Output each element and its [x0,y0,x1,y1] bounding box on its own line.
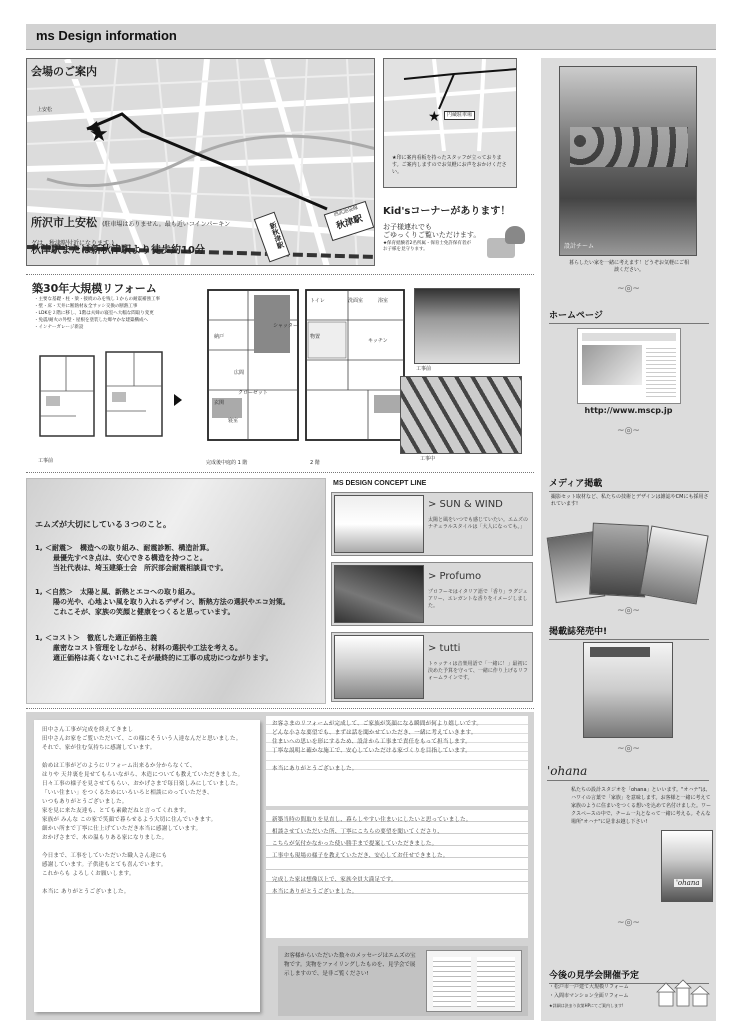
team-photo [559,66,697,256]
room-label: クローゼット [238,390,268,396]
team-label: 設計チーム [564,243,595,250]
hp-title: ホームページ [549,308,709,324]
ohana-photo [661,830,713,902]
concept-desc: プロフーモはイタリア語で「香り」ラグジュアリー、エレガントな香りをイメージしました。 [428,589,528,609]
concept-photo [334,635,424,699]
photo-before [414,288,520,364]
divider-3 [26,708,534,709]
note-box-text: お客様からいただいた数々のメッセージはエムズの宝物です。実物をファイリングしたものを、見学会で展示しますので、是非ご覧ください! [284,953,416,977]
label-photo-before: 工事前 [416,366,432,372]
concept-name: > SUN & WIND [428,499,503,510]
divider-2 [26,472,534,473]
letter-right-top-text: お客さまのリフォームが完成して、ご家族が笑顔になる瞬間が何より嬉しいです。 どんな小さな要望でも、まずは話を聞かせていただき、一緒に考えていきます。 住まいへの思いを形にするため、設計から工事まで責任をもって担当します。 丁寧な説明と確かな施工で、安心していただける家づくりを目指しています。 本当にありがとうございました。 [266,716,528,778]
ohana-text: 私たちの設計スタジオを「ohana」といいます。"オハナ"は、ハワイの言葉で「家族」を意味します。お客様と一緒に考えて家族のように住まいをつくる想いを込めて名付けました。ワークスペースの中で、チーム一丸となって一緒に考える。そんな場所"オハナ"に是非お越し下さい! [571,787,712,825]
note-box [278,946,528,1016]
letter-left-text: 田中さん工事が完成を終えてきまし 田中さんお家をご覧いただいて、この様にそういう人達なんだと思いました。 それで、家が住む気持ちに感謝しています。 始めは工事がどのようにリフォーム出来るか分からなくて、 はりや 天井裏を見せてもらいながら、木造についても教えていただきました。 日々工事の様子を見させてもらい、おかげさまで毎日楽しみにしていました。 「いい住まい」をつくるためにいろいろと相談にのっていただき、 いつもありがとうございました。 家を見に来た友達も、とても素敵だねと言ってくれます。 家族が みんな この家で笑顔で暮らせるよう大切に住んでいきます。 細かい所まで丁寧に仕上げていただき本当に感謝しています。 おかげさまで、木の温もりある家になりました。 今日まで、工事をしていただいた職人さん達にも 感謝しています。子供達もとても喜んでいます。 これからも よろしくお願いします。 本当に ありがとうございました。 [42,727,244,895]
photo-during [400,376,522,454]
value-line: 厳密なコスト管理をしながら、材料の選択や工法を考える。 [53,644,242,652]
next-item: ・入間市マンション全面リフォーム [549,993,629,999]
sign-akitsu-name: 秋津駅 [335,213,365,232]
reform-bullet: ・免震/耐火の外壁・屋根を塗装した爆ヤかな建築構成へ [34,318,149,323]
media-text: 撮影セット取材など、私たちの技術とデザインは雑誌やCMにも採用されています! [551,494,709,507]
values-intro: エムズが大切にしている３つのこと。 [35,520,171,529]
reform-bullet: ・LDKを２階に移し、1階は夫婦の寝室へ大幅な間取り変更 [34,311,154,316]
magazine-cover[interactable] [583,642,673,738]
concept-name: > tutti [428,643,461,654]
ohana-title: 'ohana [547,764,588,778]
sign-shin-akitsu: 新秋津駅 [254,212,290,263]
reform-bullet: ・壁・床・天井に断熱材＆全サッシ交換の断熱工事 [34,304,138,309]
team-caption: 暮らしたい家を一緒に考えます！どうぞお気軽にご相談ください。 [569,260,690,273]
inset-note: ★印に案内看板を持ったスタッフが立っております。ご案内しますのでお気軽にお声をおかけください。 [392,155,507,175]
kids-text1: お子様連れでも [383,223,432,231]
value-head: ＜コスト＞ 徹底した適正価格主義 [44,634,157,642]
concept-item-profumo[interactable] [331,562,533,626]
header-bar [26,24,716,50]
room-label: 広間 [234,370,245,376]
ornament-icon: ~◎~ [617,606,640,616]
value-item [35,633,325,663]
sidebar [541,58,716,1021]
room-label: キッチン [368,338,388,344]
sign-akitsu-line: 西武池袋線 [333,204,359,219]
room-label: 寝室 [228,418,239,424]
concept-photo [334,565,424,623]
value-head: ＜耐震＞ 構造への取り組み、耐震診断、構造計算。 [44,544,214,552]
venue-parking-note: (駐車場はありません。最も近いコインパーキングは、秋津駅付近になります。) [31,221,231,247]
concept-desc: トゥッティは音楽用語で「一緒に！」最初に決めた予算を守って、一緒に作り上げるリフォームラインです。 [428,661,528,681]
ornament-icon: ~◎~ [617,284,640,294]
toy-illustration [483,220,531,260]
hp-url[interactable]: http://www.mscp.jp [584,406,673,415]
kids-text2: ごゆっくりご覧いただけます。 [383,231,481,239]
concept-photo [334,495,424,553]
label-photo-during: 工事中 [420,456,436,462]
room-label: 玄関 [214,400,225,406]
ohana-sign: 'ohana [676,879,700,887]
kids-corner [383,202,535,268]
houses-icon [655,978,711,1008]
kids-note: ★保育経験者2名所属・保育士免許保有者がお子様を見守ります。 [383,241,471,252]
reform-section [28,278,534,468]
concept-item-sun-wind[interactable] [331,492,533,556]
value-num: 1, [35,634,43,642]
reform-title: 築30年大規模リフォーム [32,282,157,295]
value-line: 陽の光や、心地よい風を取り入れるデザイン、断熱方法の選択やエコ対策。 [53,598,290,606]
media-title: メディア掲載 [549,476,709,492]
ornament-icon: ~◎~ [617,744,640,754]
page-title: ms Design information [36,28,177,43]
media-magazines [549,520,711,604]
venue-address-main: 所沢市上安松 [31,216,97,229]
letter-left [34,720,260,1012]
room-label: 浴室 [378,298,389,304]
reform-bullet: ・インナーガレージ新設 [34,325,84,330]
value-line: 最優先すべき点は、安心できる構造を持つこと。 [53,554,207,562]
letter-right-top [266,716,528,806]
value-num: 1, [35,544,43,552]
label-after1: 完成後中庭的 1 階 [206,460,248,466]
letter-right-mid [266,810,528,938]
svg-text:★: ★ [89,122,109,147]
letter-file-photo [426,950,522,1012]
room-label: 洗面室 [348,298,364,304]
room-label: シャッター [273,323,298,329]
value-line: 当社代表は、埼玉建築士会 所沢部会耐震相談員です。 [53,564,228,572]
next-item: ・松戸市一戸建て大規模リフォーム [549,984,629,990]
value-item [35,543,325,573]
next-title: 今後の見学会開催予定 [549,968,709,984]
value-line: 適正価格は高くない!これこそが最終的に工事の成功につながります。 [53,654,273,662]
divider-1 [26,274,534,275]
value-head: ＜自然＞ 太陽と風、新熱とエコへの取り組み。 [44,588,200,596]
label-before: 工事前 [38,458,54,464]
mag-title: 掲載誌発売中! [549,624,709,640]
inset-map [383,58,517,188]
venue-access: 秋津駅または新秋津駅より徒歩約10分 [31,245,205,256]
inset-label: 円蔵駐車場 [444,111,475,120]
concept-desc: 太陽と風をいつでも感じていたい。エムズのナチュラルスタイルは「大人になっても。」 [428,517,529,530]
letter-right-mid-text: 新築当時の間取りを見直し、暮らしやすい住まいにしたいと思っていました。 相談させていただいた所、丁寧にこちらの要望を聞いてくださり、 こちらが気付かなかった使い勝手まで提案していただきました。 工事中も現場の様子を教えていただき、安心してお任せできました。 完成した家は想像以上で、家族全員大満足です。 本当にありがとうございました。 [266,810,528,902]
value-num: 1, [35,588,43,596]
label-kamiyasumatsu: 上安松 [37,107,53,113]
concept-item-tutti[interactable] [331,632,533,702]
values-section [26,478,326,704]
letters-section [26,712,534,1020]
reform-bullet: ・主要な基礎・柱・梁・接続のみを残し１からの耐震補強工事 [34,297,160,302]
label-after2: 2 階 [310,460,320,466]
floorplan-before [36,346,166,456]
venue-title: 会場のご案内 [31,65,97,78]
ohana-divider [547,780,709,781]
arrow-icon [174,394,182,406]
room-label: 物置 [310,334,321,340]
map-box [26,58,375,266]
svg-text:★: ★ [428,109,441,125]
ornament-icon: ~◎~ [617,918,640,928]
hp-screenshot[interactable] [577,328,681,404]
concept-name: > Profumo [428,571,482,582]
ornament-icon: ~◎~ [617,426,640,436]
room-label: トイレ [310,298,325,304]
reform-bullets [34,296,194,331]
inset-map-drawing [384,59,517,151]
value-line: これこそが、家族の笑顔と健康をつくると思っています。 [53,608,235,616]
kids-title: Kid'sコーナーがあります！ [383,206,511,217]
floorplan-after [188,280,410,456]
room-label: 納戸 [214,334,225,340]
concept-title: MS DESIGN CONCEPT LINE [333,480,427,487]
value-item [35,587,325,617]
next-note: ★詳細は決まり次第HPにてご案内します! [549,1003,624,1008]
